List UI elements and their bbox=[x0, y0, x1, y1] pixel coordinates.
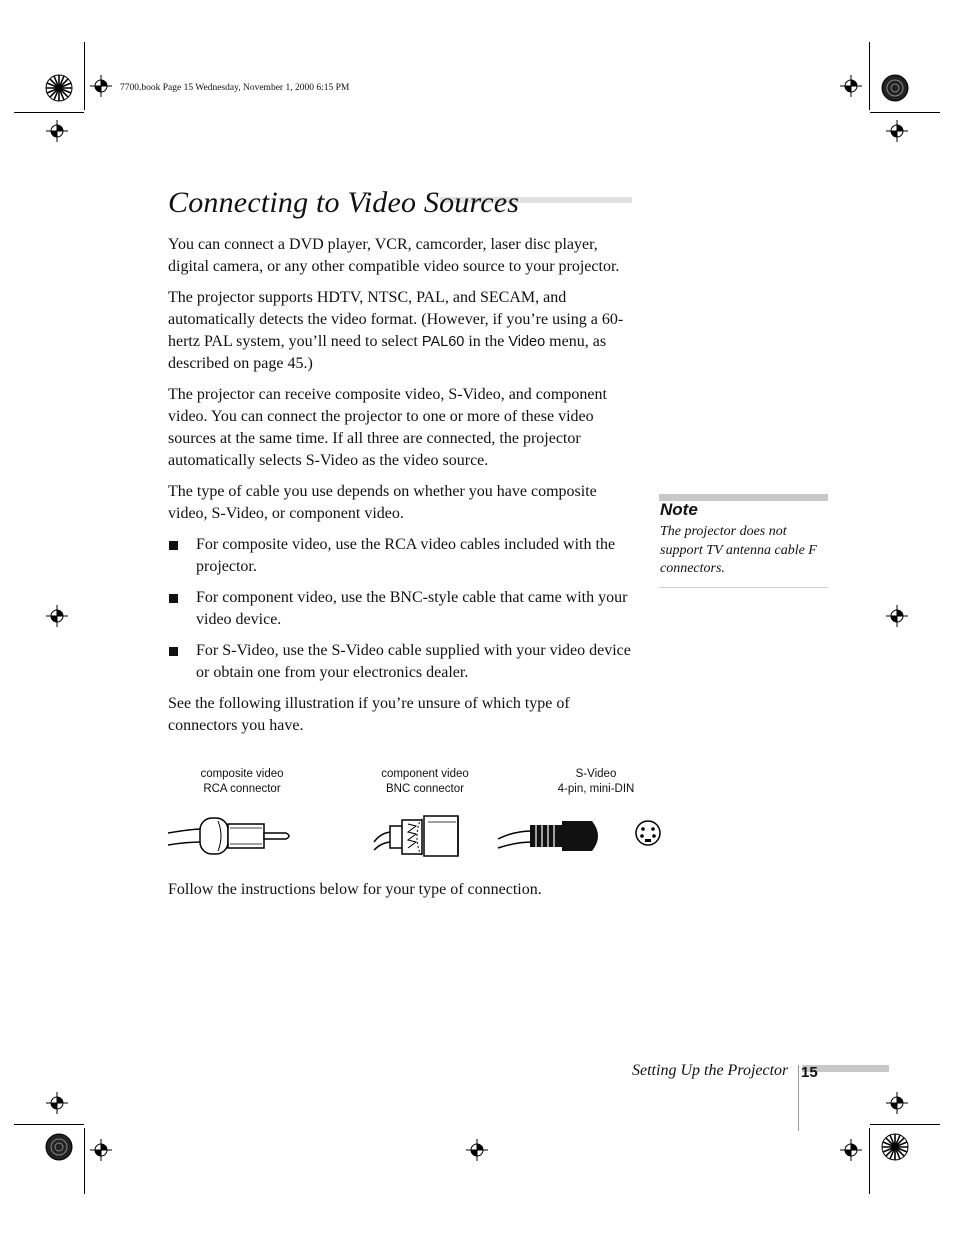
bullet-square-icon bbox=[169, 647, 178, 656]
svideo-pin-layout-icon bbox=[634, 818, 662, 848]
footer-divider bbox=[798, 1065, 799, 1131]
connector-type: S-Video bbox=[575, 768, 617, 780]
list-item bbox=[168, 534, 638, 578]
list-item bbox=[168, 640, 638, 684]
menu-option-name: PAL60 bbox=[421, 334, 465, 350]
bullet-list bbox=[168, 534, 638, 684]
note-rule bbox=[659, 587, 828, 588]
registration-mark-icon bbox=[46, 120, 68, 142]
paragraph bbox=[168, 287, 638, 375]
connector-type: composite video bbox=[200, 768, 284, 780]
list-item-text: For composite video, use the RCA video cables included with the projector. bbox=[196, 536, 616, 575]
paragraph-text: in the bbox=[464, 333, 509, 350]
paragraph-text: menu, as described on page 45.) bbox=[168, 333, 607, 372]
registration-mark-icon bbox=[886, 120, 908, 142]
crop-mark bbox=[870, 1124, 940, 1125]
main-body bbox=[168, 234, 638, 746]
svideo-connector-icon bbox=[496, 815, 606, 859]
connector-type: component video bbox=[381, 768, 469, 780]
star-target-icon bbox=[881, 74, 909, 102]
follow-instructions: Follow the instructions below for your type of connection. bbox=[168, 881, 542, 898]
page-number: 15 bbox=[801, 1064, 818, 1081]
rca-connector-icon bbox=[166, 815, 296, 859]
page-title: Connecting to Video Sources bbox=[168, 186, 520, 219]
registration-mark-icon bbox=[466, 1139, 488, 1161]
connector-name: 4-pin, mini-DIN bbox=[557, 783, 635, 795]
crop-mark bbox=[14, 112, 84, 113]
star-target-icon bbox=[45, 74, 73, 102]
menu-name: Video bbox=[508, 334, 546, 350]
list-item-text: For S-Video, use the S-Video cable supplied with your video device or obtain one from your electronics dealer. bbox=[196, 642, 631, 681]
star-target-icon bbox=[881, 1133, 909, 1161]
star-target-icon bbox=[45, 1133, 73, 1161]
connector-name: BNC connector bbox=[386, 783, 464, 795]
list-item bbox=[168, 587, 638, 631]
registration-mark-icon bbox=[90, 75, 112, 97]
bullet-square-icon bbox=[169, 541, 178, 550]
bnc-connector-icon bbox=[372, 812, 464, 860]
connector-label-component bbox=[345, 767, 505, 797]
registration-mark-icon bbox=[840, 1139, 862, 1161]
print-slug: 7700.book Page 15 Wednesday, November 1, 2000 6:15 PM bbox=[120, 83, 350, 93]
note-text: The projector does not support TV antenna cable F connectors. bbox=[660, 524, 817, 576]
paragraph: You can connect a DVD player, VCR, camcorder, laser disc player, digital camera, or any other compatible video source to your projector. bbox=[168, 236, 620, 275]
registration-mark-icon bbox=[46, 1092, 68, 1114]
registration-mark-icon bbox=[886, 605, 908, 627]
connector-label-composite bbox=[162, 767, 322, 797]
paragraph: The type of cable you use depends on whether you have composite video, S-Video, or component video. bbox=[168, 483, 597, 522]
connector-name: RCA connector bbox=[203, 783, 281, 795]
paragraph: See the following illustration if you’re unsure of which type of connectors you have. bbox=[168, 695, 570, 734]
crop-mark bbox=[869, 1128, 870, 1194]
note-heading: Note bbox=[660, 500, 698, 519]
connector-label-svideo bbox=[516, 767, 676, 797]
registration-mark-icon bbox=[886, 1092, 908, 1114]
paragraph: The projector can receive composite video, S-Video, and component video. You can connect the projector to one or more of these video sources at the same time. If all three are connected, the projector automatically selects S-Video as the video source. bbox=[168, 386, 607, 469]
registration-mark-icon bbox=[90, 1139, 112, 1161]
crop-mark bbox=[84, 1128, 85, 1194]
chapter-title: Setting Up the Projector bbox=[632, 1062, 789, 1079]
crop-mark bbox=[869, 42, 870, 110]
bullet-square-icon bbox=[169, 594, 178, 603]
registration-mark-icon bbox=[46, 605, 68, 627]
crop-mark bbox=[84, 42, 85, 110]
registration-mark-icon bbox=[840, 75, 862, 97]
list-item-text: For component video, use the BNC-style cable that came with your video device. bbox=[196, 589, 628, 628]
crop-mark bbox=[14, 1124, 84, 1125]
crop-mark bbox=[870, 112, 940, 113]
paragraph-text: The projector supports HDTV, NTSC, PAL, and SECAM, and automatically detects the video format. (However, if you’re using a 60-hertz PAL system, you’ll need to select bbox=[168, 289, 624, 350]
